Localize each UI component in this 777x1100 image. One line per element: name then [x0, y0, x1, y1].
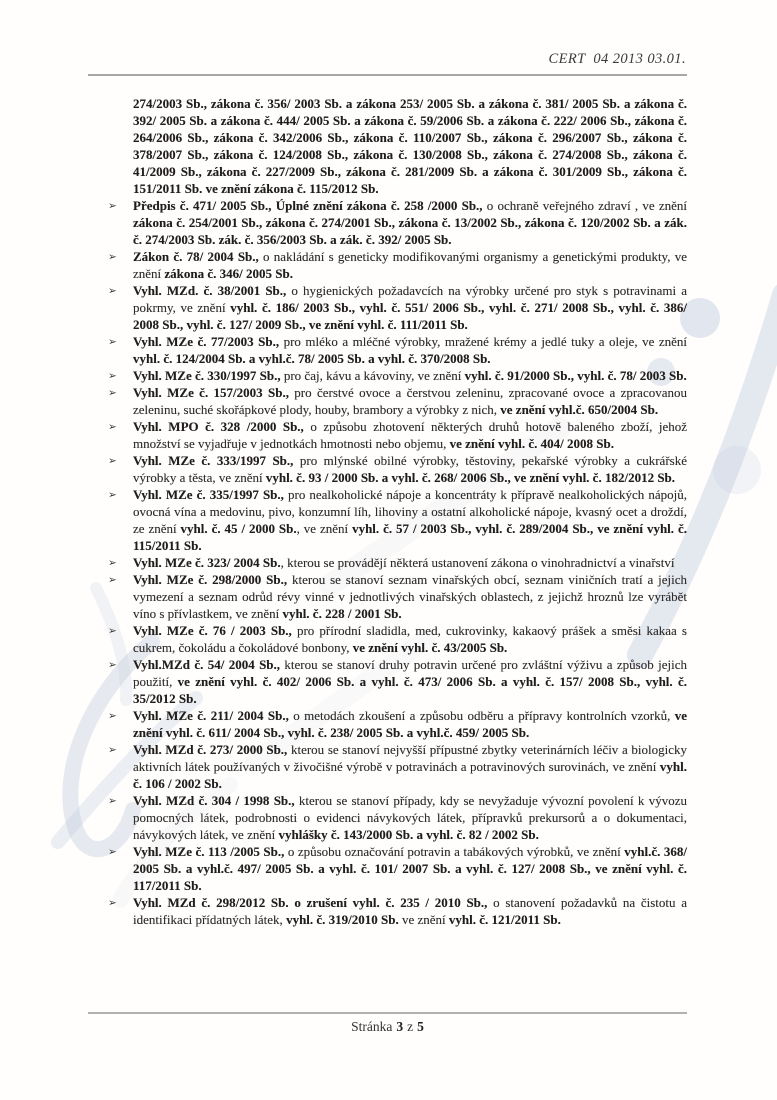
- arrow-bullet-icon: ➢: [108, 387, 117, 399]
- arrow-bullet-icon: ➢: [108, 557, 117, 569]
- list-item: [108, 486, 687, 554]
- list-item-text: Vyhl. MZe č. 211/ 2004 Sb., o metodách zkoušení a způsobu odběru a přípravy kontrolních vzorků, ve znění vyhl. č. 611/ 2004 Sb., vyhl. č. 238/ 2005 Sb. a vyhl.č. 459/ 2005 Sb.: [133, 708, 687, 740]
- list-item-text: Vyhl. MZe č. 333/1997 Sb., pro mlýnské obilné výrobky, těstoviny, pekařské výrobky a cukrářské výrobky a těsta, ve znění vyhl. č. 93 / 2000 Sb. a vyhl. č. 268/ 2006 Sb., ve znění vyhl. č. 182/2012 Sb.: [133, 453, 687, 485]
- arrow-bullet-icon: ➢: [108, 846, 117, 858]
- header-rule: [88, 74, 687, 76]
- list-item-text: Vyhl. MZe č. 335/1997 Sb., pro nealkoholické nápoje a koncentráty k přípravě nealkoholických nápojů, ovocná vína a medovinu, pivo, konzumní líh, lihoviny a ostatní alkoholické nápoje, kvasný ocet a droždí, ze znění vyhl. č. 45 / 2000 Sb., ve znění vyhl. č. 57 / 2003 Sb., vyhl. č. 289/2004 Sb., ve znění vyhl. č. 115/2011 Sb.: [133, 487, 687, 553]
- arrow-bullet-icon: ➢: [108, 251, 117, 263]
- list-item: [108, 282, 687, 333]
- regulation-list-body: [108, 95, 688, 928]
- arrow-bullet-icon: ➢: [108, 336, 117, 348]
- list-item-text: Vyhl. MZd č. 298/2012 Sb. o zrušení vyhl. č. 235 / 2010 Sb., o stanovení požadavků na čistotu a identifikaci přídatných látek, vyhl. č. 319/2010 Sb. ve znění vyhl. č. 121/2011 Sb.: [133, 895, 687, 927]
- arrow-bullet-icon: ➢: [108, 421, 117, 433]
- list-item-text: Vyhl. MZe č. 157/2003 Sb., pro čerstvé ovoce a čerstvou zeleninu, zpracované ovoce a zpracovanou zeleninu, suché skořápkové plody, houby, brambory a výrobky z nich, ve znění vyhl.č. 650/2004 Sb.: [133, 385, 687, 417]
- intro-paragraph: 274/2003 Sb., zákona č. 356/ 2003 Sb. a zákona 253/ 2005 Sb. a zákona č. 381/ 2005 Sb. a zákona č. 392/ 2005 Sb. a zákona č. 444/ 2005 Sb. a zákona č. 59/2006 Sb. a zákona č. 222/ 2006 Sb., zákona č. 264/2006 Sb., zákona č. 342/2006 Sb., zákona č. 110/2007 Sb., zákona č. 296/2007 Sb., zákona č. 378/2007 Sb., zákona č. 124/2008 Sb., zákona č. 130/2008 Sb., zákona č. 274/2008 Sb., zákona č. 41/2009 Sb., zákona č. 227/2009 Sb., zákona č. 281/2009 Sb. a zákona č. 301/2009 Sb., zákona č. 151/2011 Sb. ve znění zákona č. 115/2012 Sb.: [133, 96, 687, 196]
- list-item: [108, 248, 687, 282]
- list-item: [108, 707, 687, 741]
- arrow-bullet-icon: ➢: [108, 455, 117, 467]
- footer-rule: [88, 1012, 687, 1014]
- arrow-bullet-icon: ➢: [108, 710, 117, 722]
- list-item: [108, 656, 687, 707]
- arrow-bullet-icon: ➢: [108, 285, 117, 297]
- arrow-bullet-icon: ➢: [108, 489, 117, 501]
- list-item: [108, 741, 687, 792]
- list-item: [108, 367, 687, 384]
- footer-total-pages: 5: [417, 1019, 424, 1034]
- list-item-text: Vyhl.MZd č. 54/ 2004 Sb., kterou se stanoví druhy potravin určené pro zvláštní výživu a způsob jejich použití, ve znění vyhl. č. 402/ 2006 Sb. a vyhl. č. 473/ 2006 Sb. a vyhl. č. 157/ 2008 Sb., vyhl. č. 35/2012 Sb.: [133, 657, 687, 706]
- list-item-text: Zákon č. 78/ 2004 Sb., o nakládání s geneticky modifikovanými organismy a genetickými produkty, ve znění zákona č. 346/ 2005 Sb.: [133, 249, 687, 281]
- list-item: [108, 384, 687, 418]
- arrow-bullet-icon: ➢: [108, 625, 117, 637]
- list-item: [108, 554, 687, 571]
- list-item-text: Vyhl. MZe č. 113 /2005 Sb., o způsobu označování potravin a tabákových výrobků, ve znění vyhl.č. 368/ 2005 Sb. a vyhl.č. 497/ 2005 Sb. a vyhl. č. 101/ 2007 Sb. a vyhl. č. 127/ 2008 Sb., ve znění vyhl. č. 117/2011 Sb.: [133, 844, 687, 893]
- list-item: [108, 333, 687, 367]
- arrow-bullet-icon: ➢: [108, 574, 117, 586]
- arrow-bullet-icon: ➢: [108, 200, 117, 212]
- list-item-text: Vyhl. MZd č. 273/ 2000 Sb., kterou se stanoví nejvyšší přípustné zbytky veterinárních léčiv a biologicky aktivních látek používaných v živočišné výrobě v potravinách a potravinových surovinách, ve znění vyhl. č. 106 / 2002 Sb.: [133, 742, 687, 791]
- arrow-bullet-icon: ➢: [108, 659, 117, 671]
- list-item-text: Vyhl. MZe č. 330/1997 Sb., pro čaj, kávu a kávoviny, ve znění vyhl. č. 91/2000 Sb., vyhl. č. 78/ 2003 Sb.: [133, 368, 687, 383]
- list-item-text: Vyhl. MZe č. 323/ 2004 Sb., kterou se provádějí některá ustanovení zákona o vinohradnictví a vinařství: [133, 555, 675, 570]
- list-item-text: Vyhl. MPO č. 328 /2000 Sb., o způsobu zhotovení některých druhů hotově baleného zboží, jehož množství se vyjadřuje v jednotkách hmotnosti nebo objemu, ve znění vyhl. č. 404/ 2008 Sb.: [133, 419, 688, 451]
- footer-of-word: z: [407, 1019, 414, 1034]
- footer-prefix: Stránka: [351, 1019, 393, 1034]
- list-item: [108, 843, 687, 894]
- list-item: [108, 571, 687, 622]
- list-item: [108, 894, 687, 928]
- list-item: [108, 792, 687, 843]
- list-item-text: Předpis č. 471/ 2005 Sb., Úplné znění zákona č. 258 /2000 Sb., o ochraně veřejného zdraví , ve znění zákona č. 254/2001 Sb., zákona č. 274/2001 Sb., zákona č. 13/2002 Sb., zákona č. 120/2002 Sb. a zák. č. 274/2003 Sb. zák. č. 356/2003 Sb. a zák. č. 392/ 2005 Sb.: [133, 198, 688, 247]
- list-item-text: Vyhl. MZd č. 304 / 1998 Sb., kterou se stanoví případy, kdy se nevyžaduje vývozní povolení k vývozu pomocných látek, podrobnosti o evidenci návykových látek, přípravků prekursorů a o dokumentaci, návykových látek, ve znění vyhlášky č. 143/2000 Sb. a vyhl. č. 82 / 2002 Sb.: [133, 793, 687, 842]
- arrow-bullet-icon: ➢: [108, 795, 117, 807]
- regulation-list: [108, 197, 688, 928]
- list-item: [108, 622, 687, 656]
- arrow-bullet-icon: ➢: [108, 897, 117, 909]
- header-doc-code: CERT 04 2013 03.01.: [548, 51, 686, 67]
- footer-page-number: 3: [396, 1019, 404, 1034]
- list-item-text: Vyhl. MZd. č. 38/2001 Sb., o hygienických požadavcích na výrobky určené pro styk s potravinami a pokrmy, ve znění vyhl. č. 186/ 2003 Sb., vyhl. č. 551/ 2006 Sb., vyhl. č. 271/ 2008 Sb., vyhl. č. 386/ 2008 Sb., vyhl. č. 127/ 2009 Sb., ve znění vyhl. č. 111/2011 Sb.: [133, 283, 687, 332]
- arrow-bullet-icon: ➢: [108, 744, 117, 756]
- list-item-text: Vyhl. MZe č. 76 / 2003 Sb., pro přírodní sladidla, med, cukrovinky, kakaový prášek a směsi kakaa s cukrem, čokoládu a čokoládové bonbony, ve znění vyhl. č. 43/2005 Sb.: [133, 623, 687, 655]
- list-item: [108, 418, 688, 452]
- list-item-text: Vyhl. MZe č. 77/2003 Sb., pro mléko a mléčné výrobky, mražené krémy a jedlé tuky a oleje, ve znění vyhl. č. 124/2004 Sb. a vyhl.č. 78/ 2005 Sb. a vyhl. č. 370/2008 Sb.: [133, 334, 687, 366]
- list-item: [108, 197, 688, 248]
- arrow-bullet-icon: ➢: [108, 370, 117, 382]
- list-item: [108, 452, 687, 486]
- page-number-footer: [88, 1019, 687, 1035]
- list-item-text: Vyhl. MZe č. 298/2000 Sb., kterou se stanoví seznam vinařských obcí, seznam viničních tratí a jejich vymezení a seznam odrůd révy vinné v jednotlivých vinařských oblastech, z jejichž hroznů lze vyrábět víno s přívlastkem, ve znění vyhl. č. 228 / 2001 Sb.: [133, 572, 687, 621]
